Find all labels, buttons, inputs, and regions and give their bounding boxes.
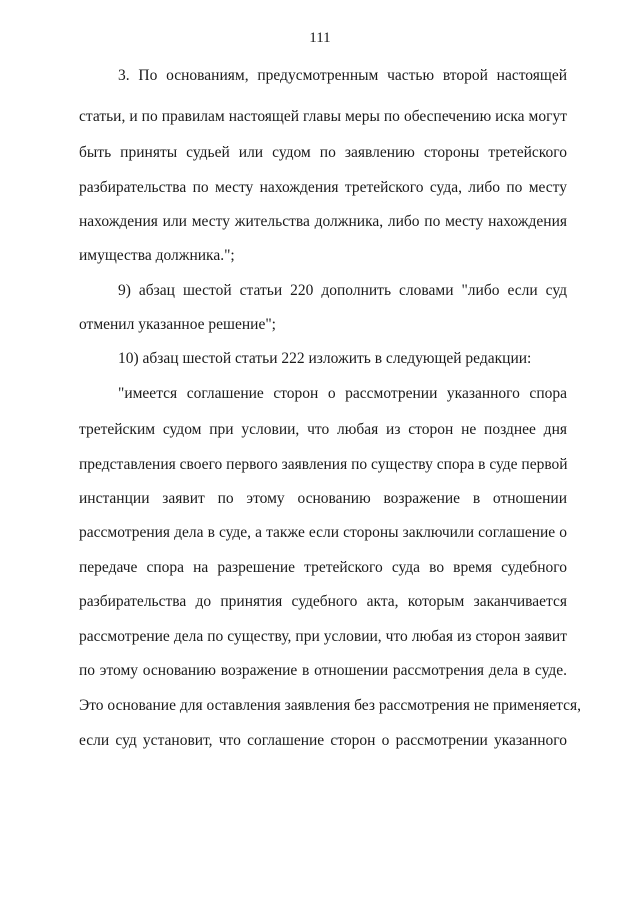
text-line-8: отменил указанное решение";	[79, 316, 276, 333]
page-number: 111	[309, 30, 331, 46]
text-line-10: "имеется соглашение сторон о рассмотрении указанного спора	[118, 385, 567, 402]
text-line-11: третейским судом при условии, что любая из сторон не позднее дня	[79, 421, 567, 438]
text-line-18: по этому основанию возражение в отношении рассмотрения дела в суде.	[79, 662, 567, 679]
text-line-6: имущества должника.";	[79, 247, 235, 264]
text-line-14: рассмотрения дела в суде, а также если стороны заключили соглашение о	[79, 524, 567, 541]
text-line-7: 9) абзац шестой статьи 220 дополнить словами "либо если суд	[118, 282, 567, 299]
text-line-16: разбирательства до принятия судебного акта, которым заканчивается	[79, 593, 567, 610]
text-line-17: рассмотрение дела по существу, при условии, что любая из сторон заявит	[79, 628, 567, 645]
text-line-2: статьи, и по правилам настоящей главы меры по обеспечению иска могут	[79, 108, 567, 125]
text-line-3: быть приняты судьей или судом по заявлению стороны третейского	[79, 144, 567, 161]
text-line-15: передаче спора на разрешение третейского суда во время судебного	[79, 559, 567, 576]
text-line-13: инстанции заявит по этому основанию возражение в отношении	[79, 490, 567, 507]
text-line-20: если суд установит, что соглашение сторон о рассмотрении указанного	[79, 732, 567, 749]
text-line-19: Это основание для оставления заявления без рассмотрения не применяется,	[79, 697, 581, 714]
text-line-4: разбирательства по месту нахождения третейского суда, либо по месту	[79, 179, 567, 196]
text-line-9: 10) абзац шестой статьи 222 изложить в следующей редакции:	[118, 350, 532, 367]
text-line-1: 3. По основаниям, предусмотренным частью второй настоящей	[118, 67, 567, 84]
text-line-12: представления своего первого заявления по существу спора в суде первой	[79, 456, 568, 473]
text-line-5: нахождения или месту жительства должника, либо по месту нахождения	[79, 213, 567, 230]
